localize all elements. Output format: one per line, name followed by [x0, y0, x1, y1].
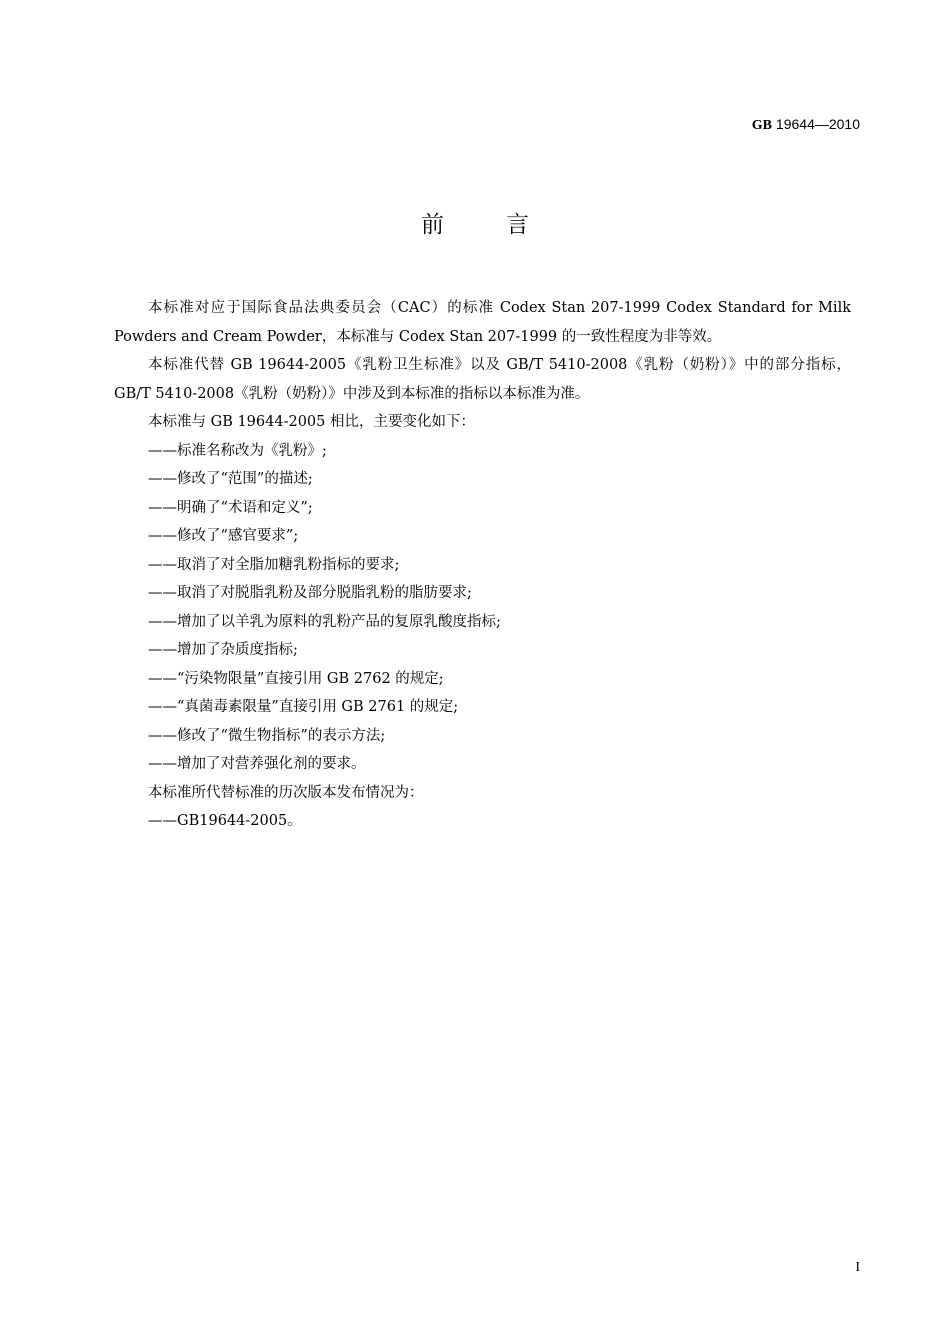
- change-item: ——增加了以羊乳为原料的乳粉产品的复原乳酸度指标;: [148, 613, 501, 630]
- change-item: ——“真菌毒素限量”直接引用 GB 2761 的规定;: [148, 699, 459, 715]
- change-item: ——修改了“微生物指标”的表示方法;: [148, 727, 386, 744]
- change-item: ——增加了杂质度指标;: [148, 642, 298, 658]
- change-item: ——标准名称改为《乳粉》;: [148, 442, 327, 459]
- history-heading: 本标准所代替标准的历次版本发布情况为：: [148, 784, 424, 801]
- intro-paragraph: 本标准代替 GB 19644-2005《乳粉卫生标准》以及 GB/T 5410-2008《乳粉（奶粉）》中的部分指标，GB/T 5410-2008《乳粉（奶粉）》中涉及到本标准的指标以本标准为准。: [114, 357, 851, 402]
- intro-paragraph: 本标准对应于国际食品法典委员会（CAC）的标准 Codex Stan 207-1999 Codex Standard for Milk Powders and Cream Powder，本标准与 Codex Stan 207-1999 的一致性程度为非等效。: [114, 300, 851, 345]
- change-item: ——取消了对脱脂乳粉及部分脱脂乳粉的脂肪要求;: [148, 585, 472, 601]
- foreword-body: [114, 294, 851, 836]
- change-item: ——“污染物限量”直接引用 GB 2762 的规定;: [148, 670, 444, 687]
- change-item: ——修改了“范围”的描述;: [148, 471, 313, 487]
- change-item: ——修改了“感官要求”;: [148, 528, 299, 544]
- change-item: ——取消了对全脂加糖乳粉指标的要求;: [148, 556, 400, 573]
- page-number: I: [855, 1260, 860, 1275]
- page-title: 前言: [421, 212, 591, 238]
- history-item: ——GB19644-2005。: [148, 813, 302, 829]
- standard-code: [752, 116, 860, 134]
- standard-code-number: 19644—2010: [772, 116, 860, 132]
- change-item: ——明确了“术语和定义”;: [148, 499, 313, 516]
- intro-paragraph: 本标准与 GB 19644-2005 相比，主要变化如下：: [148, 414, 475, 430]
- standard-code-prefix: GB: [751, 118, 773, 133]
- change-item: ——增加了对营养强化剂的要求。: [148, 756, 366, 772]
